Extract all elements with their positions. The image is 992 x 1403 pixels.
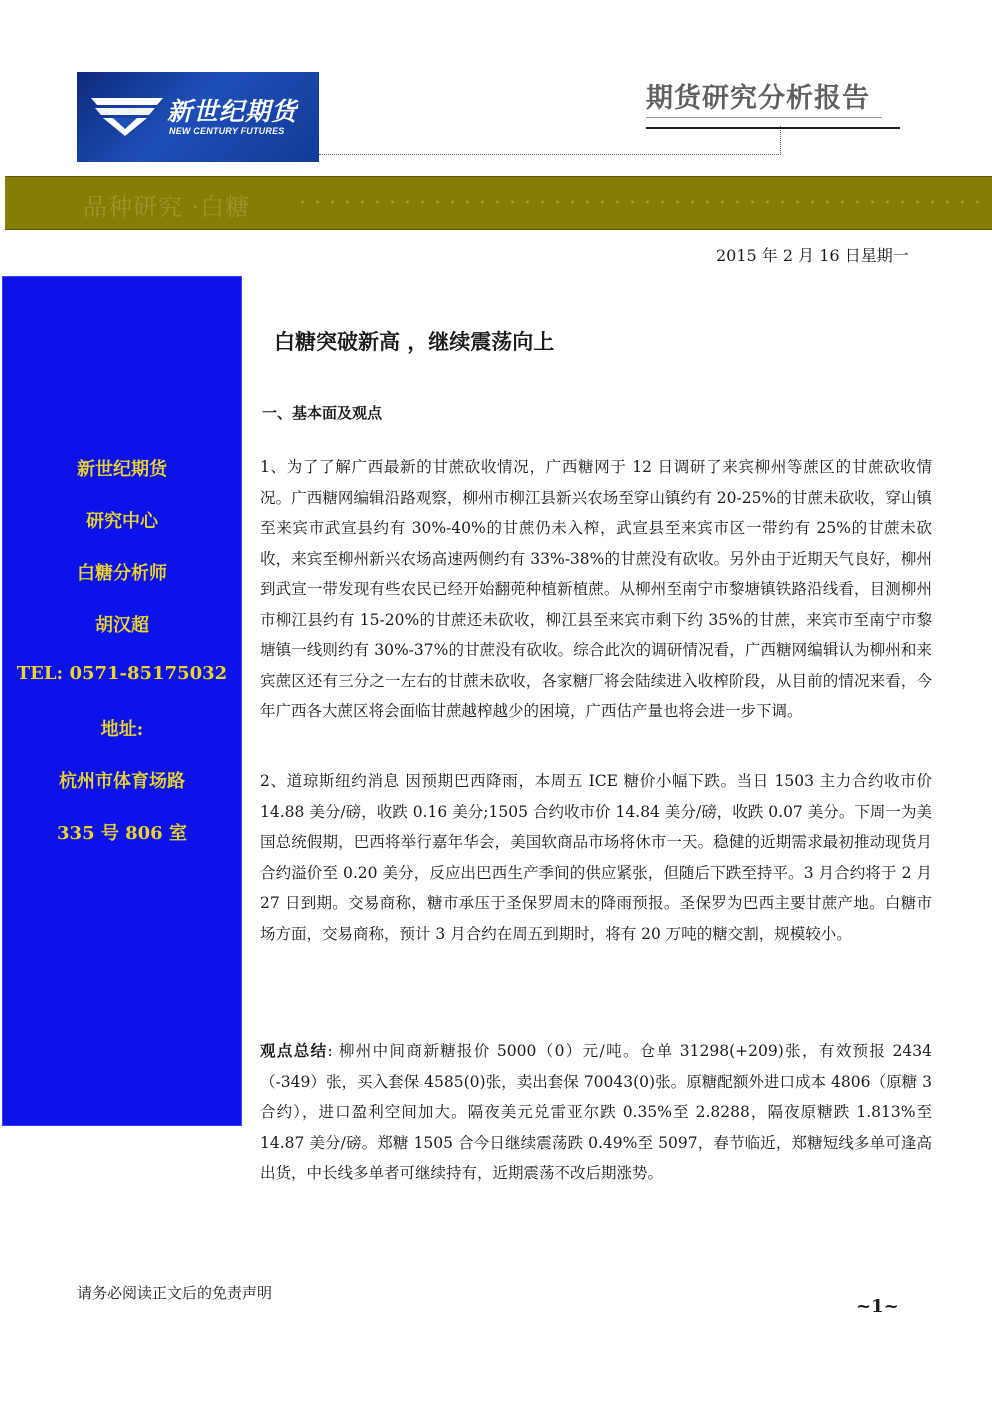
sidebar-address-line1: 杭州市体育场路 — [59, 771, 185, 792]
article-headline: 白糖突破新高 ，继续震荡向上 — [274, 329, 555, 354]
summary-label: 观点总结 — [260, 1042, 328, 1060]
page-number: ~1~ — [856, 1296, 899, 1317]
analyst-sidebar — [2, 276, 242, 1126]
sidebar-company: 新世纪期货 — [77, 459, 167, 480]
summary-text: : 柳州中间商新糖报价 5000（0）元/吨。仓单 31298(+209)张，有效预报 2434（-349）张，买入套保 4585(0)张，卖出套保 70043(0)张。原糖配额外进口成本 4806（原糖 3 合约），进口盈利空间加大。隔夜美元兑雷亚尔跌 0.35%至 2.8288，隔夜原糖跌 1.813%至 14.87 美分/磅。郑糖 1505 合今日继续震荡跌 0.49%至 5097，春节临近，郑糖短线多单可逢高出货，中长线多单者可继续持有，近期震荡不改后期涨势。 — [260, 1042, 932, 1182]
logo-english-name: NEW CENTURY FUTURES — [169, 126, 285, 136]
sidebar-role: 白糖分析师 — [77, 563, 167, 584]
sidebar-analyst-name: 胡汉超 — [95, 615, 149, 636]
summary-paragraph — [260, 1036, 932, 1189]
section-title: 一、基本面及观点 — [262, 404, 383, 422]
report-date: 2015 年 2 月 16 日星期一 — [716, 246, 909, 265]
category-label: 品种研究 ·白糖 — [83, 193, 251, 221]
disclaimer-note: 请务必阅读正文后的免责声明 — [77, 1284, 273, 1302]
title-underline — [646, 127, 900, 129]
sidebar-address-label: 地址: — [100, 719, 144, 740]
article-paragraph-2: 2、道琼斯纽约消息 因预期巴西降雨，本周五 ICE 糖价小幅下跌。当日 1503 主力合约收市价 14.88 美分/磅，收跌 0.16 美分;1505 合约收市价 14.84 美分/磅，收跌 0.07 美分。下周一为美国总统假期，巴西将举行嘉年华会，美国软商品市场将休市一天。稳健的近期需求最初推动现货月合约溢价至 0.20 美分，反应出巴西生产季间的供应紧张，但随后下跌至持平。3 月合约将于 2 月 27 日到期。交易商称，糖市承压于圣保罗周末的降雨预报。圣保罗为巴西主要甘蔗产地。白糖市场方面，交易商称，预计 3 月合约在周五到期时，将有 20 万吨的糖交割，规模较小。 — [260, 772, 932, 943]
category-band — [5, 176, 992, 230]
logo-mark-icon — [91, 96, 163, 136]
report-title: 期货研究分析报告 — [646, 83, 870, 114]
logo-chinese-name: 新世纪期货 — [167, 97, 298, 126]
header-dotted-divider-vertical — [780, 126, 781, 155]
header-dotted-divider — [319, 154, 781, 155]
category-dot-leader — [295, 199, 985, 205]
sidebar-department: 研究中心 — [86, 511, 158, 532]
title-underline-thin — [646, 117, 882, 118]
article-paragraph-1: 1、为了了解广西最新的甘蔗砍收情况，广西糖网于 12 日调研了来宾柳州等蔗区的甘蔗砍收情况。广西糖网编辑沿路观察，柳州市柳江县新兴农场至穿山镇约有 20-25%的甘蔗未砍收，穿山镇至来宾市武宣县约有 30%-40%的甘蔗仍未入榨，武宣县至来宾市区一带约有 25%的甘蔗未砍收，来宾至柳州新兴农场高速两侧约有 33%-38%的甘蔗没有砍收。另外由于近期天气良好，柳州到武宣一带发现有些农民已经开始翻蔸种植新植蔗。从柳州至南宁市黎塘镇铁路沿线看，目测柳州市柳江县约有 15-20%的甘蔗还未砍收，柳江县至来宾市剩下约 35%的甘蔗，来宾市至南宁市黎塘镇一线则约有 30%-37%的甘蔗没有砍收。综合此次的调研情况看，广西糖网编辑认为柳州和来宾蔗区还有三分之一左右的甘蔗未砍收，各家糖厂将会陆续进入收榨阶段，从目前的情况来看，今年广西各大蔗区将会面临甘蔗越榨越少的困境，广西估产量也将会进一步下调。 — [260, 458, 932, 720]
sidebar-address-line2: 335 号 806 室 — [57, 823, 187, 844]
company-logo — [77, 72, 319, 162]
sidebar-phone: TEL: 0571-85175032 — [16, 663, 228, 684]
